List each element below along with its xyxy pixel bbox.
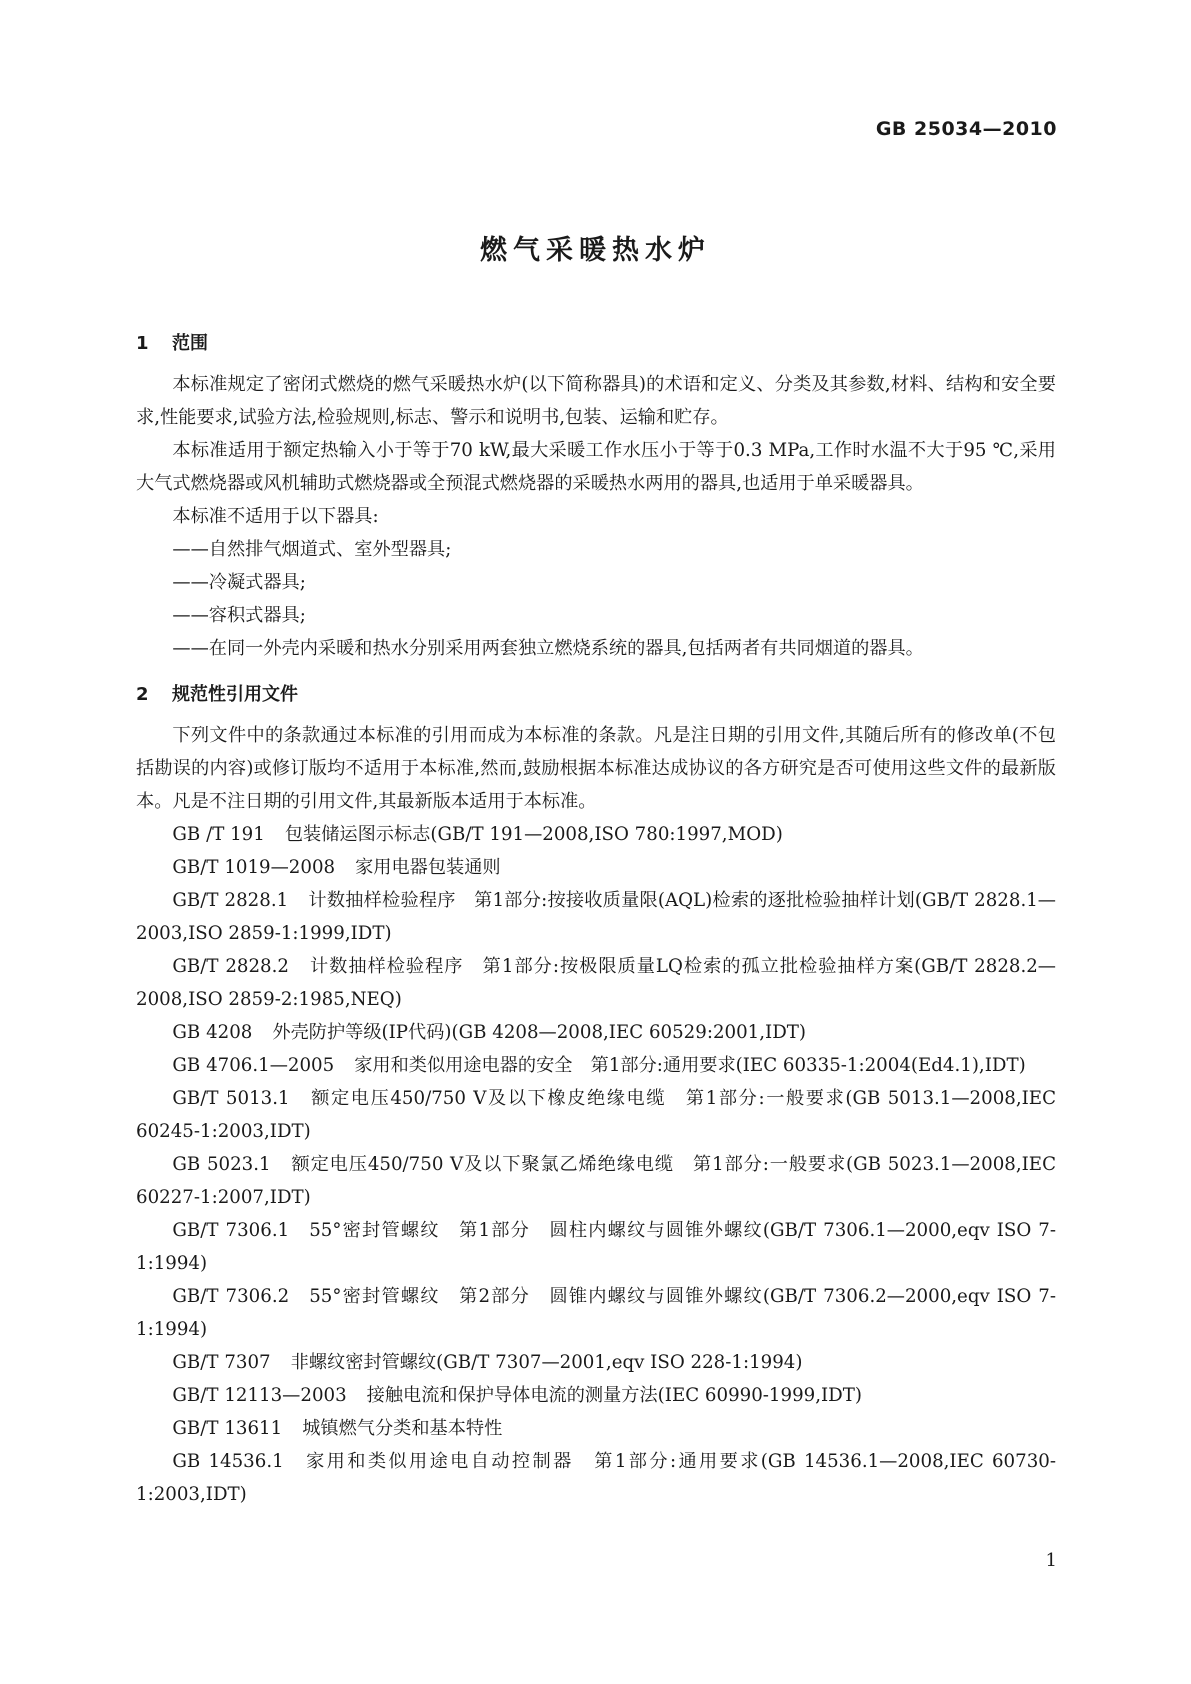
document-body xyxy=(136,326,1056,1511)
reference-text: 家用电器包装通则 xyxy=(355,857,501,878)
document-title: 燃气采暖热水炉 xyxy=(480,235,711,266)
reference-item xyxy=(136,950,1056,1016)
scope-paragraph: 本标准规定了密闭式燃烧的燃气采暖热水炉(以下简称器具)的术语和定义、分类及其参数,材料、结构和安全要求,性能要求,试验方法,检验规则,标志、警示和说明书,包装、运输和贮存。 xyxy=(136,374,1056,428)
reference-item xyxy=(136,1280,1056,1346)
reference-code: GB 5023.1 xyxy=(172,1154,271,1175)
section-title: 规范性引用文件 xyxy=(172,684,298,705)
reference-item xyxy=(136,1016,1056,1049)
reference-code: GB/T 12113—2003 xyxy=(172,1385,347,1406)
reference-code: GB/T 7307 xyxy=(172,1352,271,1373)
reference-code: GB 14536.1 xyxy=(172,1451,284,1472)
reference-text: 非螺纹密封管螺纹(GB/T 7307—2001,eqv ISO 228-1:1994) xyxy=(290,1352,803,1373)
reference-code: GB/T 2828.2 xyxy=(172,956,289,977)
scope-paragraph: 本标准适用于额定热输入小于等于70 kW,最大采暖工作水压小于等于0.3 MPa,工作时水温不大于95 ℃,采用大气式燃烧器或风机辅助式燃烧器或全预混式燃烧器的采暖热水两用的器具,也适用于单采暖器具。 xyxy=(136,440,1056,494)
reference-item xyxy=(136,1346,1056,1379)
reference-text: 家用和类似用途电自动控制器 第1部分:通用要求(GB 14536.1—2008,IEC 60730-1:2003,IDT) xyxy=(136,1451,1056,1505)
standard-code: GB 25034—2010 xyxy=(875,118,1057,140)
reference-item xyxy=(136,1082,1056,1148)
reference-code: GB/T 7306.2 xyxy=(172,1286,290,1307)
reference-item xyxy=(136,1379,1056,1412)
reference-code: GB/T 2828.1 xyxy=(172,890,289,911)
reference-text: 计数抽样检验程序 第1部分:按接收质量限(AQL)检索的逐批检验抽样计划(GB/T 2828.1—2003,ISO 2859-1:1999,IDT) xyxy=(136,890,1056,944)
reference-code: GB 4208 xyxy=(172,1022,253,1043)
reference-text: 额定电压450/750 V及以下聚氯乙烯绝缘电缆 第1部分:一般要求(GB 5023.1—2008,IEC 60227-1:2007,IDT) xyxy=(136,1154,1056,1208)
reference-item xyxy=(136,884,1056,950)
references-intro: 下列文件中的条款通过本标准的引用而成为本标准的条款。凡是注日期的引用文件,其随后所有的修改单(不包括勘误的内容)或修订版均不适用于本标准,然而,鼓励根据本标准达成协议的各方研究是否可使用这些文件的最新版本。凡是不注日期的引用文件,其最新版本适用于本标准。 xyxy=(136,725,1056,812)
reference-item xyxy=(136,1049,1056,1082)
reference-text: 外壳防护等级(IP代码)(GB 4208—2008,IEC 60529:2001,IDT) xyxy=(272,1022,807,1043)
section-number: 1 xyxy=(136,333,149,354)
reference-text: 55°密封管螺纹 第1部分 圆柱内螺纹与圆锥外螺纹(GB/T 7306.1—2000,eqv ISO 7-1:1994) xyxy=(136,1220,1056,1274)
reference-item xyxy=(136,1148,1056,1214)
reference-text: 额定电压450/750 V及以下橡皮绝缘电缆 第1部分:一般要求(GB 5013.1—2008,IEC 60245-1:2003,IDT) xyxy=(136,1088,1057,1142)
section-heading-normative-references xyxy=(136,677,1056,713)
reference-code: GB/T 1019—2008 xyxy=(172,857,336,878)
exclusion-item: ——容积式器具; xyxy=(172,605,306,626)
reference-text: 城镇燃气分类和基本特性 xyxy=(302,1418,503,1439)
exclusion-item: ——冷凝式器具; xyxy=(172,572,306,593)
reference-text: 计数抽样检验程序 第1部分:按极限质量LQ检索的孤立批检验抽样方案(GB/T 2828.2—2008,ISO 2859-2:1985,NEQ) xyxy=(136,956,1056,1010)
reference-text: 接触电流和保护导体电流的测量方法(IEC 60990-1999,IDT) xyxy=(366,1385,862,1406)
page-number: 1 xyxy=(1045,1550,1057,1571)
reference-item xyxy=(136,1214,1056,1280)
exclusion-item: ——在同一外壳内采暖和热水分别采用两套独立燃烧系统的器具,包括两者有共同烟道的器具。 xyxy=(172,638,924,659)
exclusion-item: ——自然排气烟道式、室外型器具; xyxy=(172,539,452,560)
reference-item xyxy=(136,818,1056,851)
reference-text: 家用和类似用途电器的安全 第1部分:通用要求(IEC 60335-1:2004(Ed4.1),IDT) xyxy=(354,1055,1026,1076)
reference-code: GB/T 13611 xyxy=(172,1418,283,1439)
reference-code: GB/T 5013.1 xyxy=(172,1088,290,1109)
reference-item xyxy=(136,1412,1056,1445)
reference-item xyxy=(136,851,1056,884)
section-number: 2 xyxy=(136,684,149,705)
scope-paragraph: 本标准不适用于以下器具: xyxy=(172,506,379,527)
reference-code: GB /T 191 xyxy=(172,824,265,845)
reference-text: 包装储运图示标志(GB/T 191—2008,ISO 780:1997,MOD) xyxy=(284,824,783,845)
reference-text: 55°密封管螺纹 第2部分 圆锥内螺纹与圆锥外螺纹(GB/T 7306.2—2000,eqv ISO 7-1:1994) xyxy=(136,1286,1056,1340)
reference-code: GB 4706.1—2005 xyxy=(172,1055,335,1076)
section-title: 范围 xyxy=(172,333,208,354)
section-heading-scope xyxy=(136,326,1056,362)
reference-code: GB/T 7306.1 xyxy=(172,1220,290,1241)
reference-item xyxy=(136,1445,1056,1511)
